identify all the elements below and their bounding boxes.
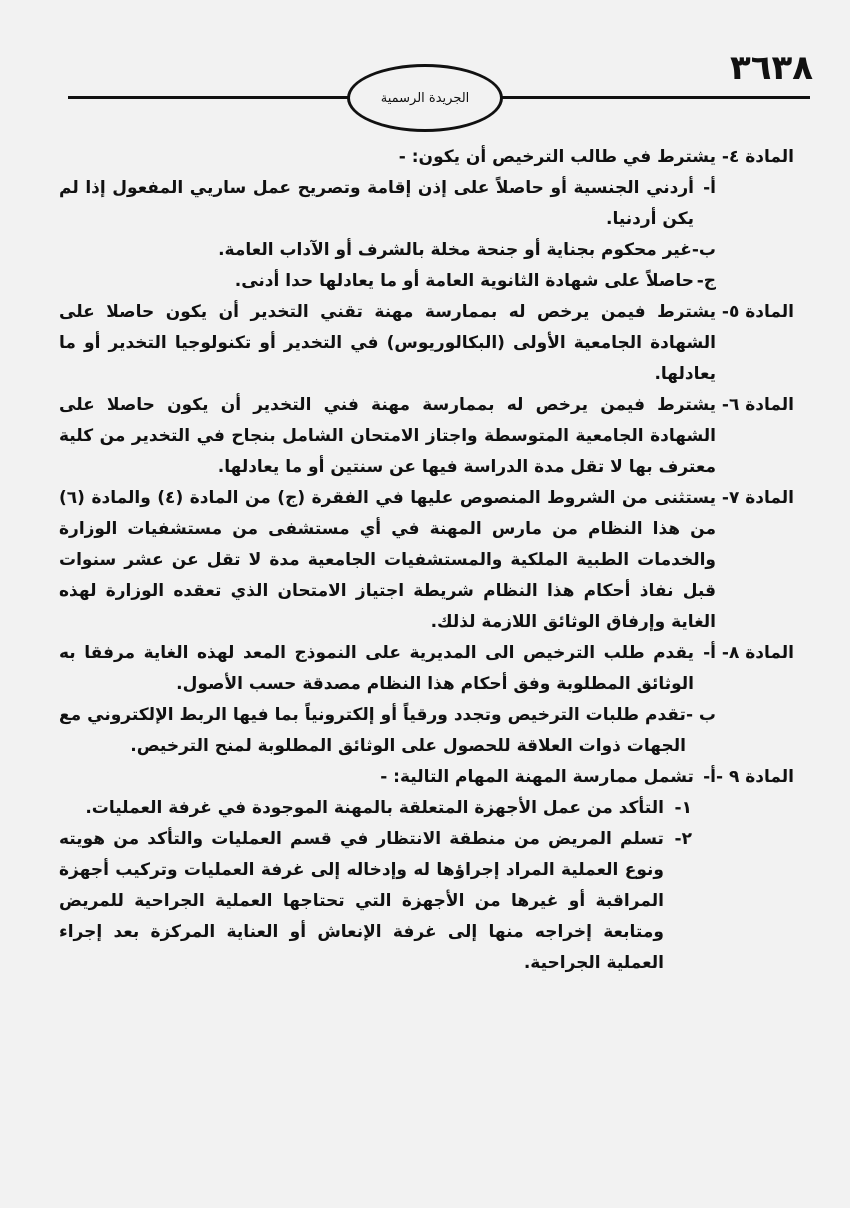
clause <box>59 266 716 297</box>
document-body <box>59 142 794 979</box>
clause-text: يقدم طلب الترخيص الى المديرية على النموذج المعد لهذه الغاية مرفقا به الوثائق المطلوبة وفق أحكام هذا النظام مصدقة حسب الأصول. <box>59 643 694 694</box>
article-6 <box>59 390 794 483</box>
subclause <box>59 824 716 979</box>
gazette-title-oval <box>347 64 503 132</box>
clause-label: ب- <box>691 240 716 260</box>
clause-label: أ- <box>703 178 716 198</box>
clause-text: أردني الجنسية أو حاصلاً على إذن إقامة وتصريح عمل ساريي المفعول إذا لم يكن أردنيا. <box>59 178 694 229</box>
article-4 <box>59 142 794 297</box>
clause-label: ج- <box>696 271 716 291</box>
clause-text: حاصلاً على شهادة الثانوية العامة أو ما يعادلها حدا أدنى. <box>234 271 694 291</box>
clause-label: أ- <box>703 643 716 663</box>
clause <box>59 762 716 793</box>
page-number: ٣٦٣٨ <box>730 48 814 88</box>
article-5 <box>59 297 794 390</box>
subclause <box>59 793 716 824</box>
clause <box>59 700 716 762</box>
article-text: يشترط في طالب الترخيص أن يكون: - <box>398 147 716 167</box>
article-number: المادة ٥- <box>721 302 794 322</box>
subclause-label: ١- <box>674 798 692 818</box>
article-number: المادة ٤- <box>721 147 794 167</box>
article-number: المادة ٦- <box>721 395 794 415</box>
clause-label: ب - <box>685 705 716 725</box>
clause-text: تشمل ممارسة المهنة المهام التالية: - <box>380 767 694 787</box>
subclause-label: ٢- <box>674 829 692 849</box>
clause <box>59 235 716 266</box>
article-7 <box>59 483 794 638</box>
article-number: المادة ٩ - <box>715 767 794 787</box>
article-8 <box>59 638 794 762</box>
clause <box>59 173 716 235</box>
clause-text: غير محكوم بجناية أو جنحة مخلة بالشرف أو الآداب العامة. <box>218 240 692 260</box>
subclause-text: التأكد من عمل الأجهزة المتعلقة بالمهنة الموجودة في غرفة العمليات. <box>85 798 664 818</box>
clause-label: أ- <box>703 767 716 787</box>
gazette-title: الجريدة الرسمية <box>380 90 470 106</box>
article-text: يشترط فيمن يرخص له بممارسة مهنة تقني التخدير أن يكون حاصلا على الشهادة الجامعية الأولى (البكالوريوس) في التخدير أو تكنولوجيا التخدير أو ما يعادلها. <box>59 302 716 384</box>
article-number: المادة ٧- <box>721 488 794 508</box>
clause <box>59 638 716 700</box>
clause-text: تقدم طلبات الترخيص وتجدد ورقياً أو إلكترونياً بما فيها الربط الإلكتروني مع الجهات ذوات العلاقة للحصول على الوثائق المطلوبة لمنح الترخيص. <box>59 705 686 756</box>
article-text: يستثنى من الشروط المنصوص عليها في الفقرة (ج) من المادة (٤) والمادة (٦) من هذا النظام من مارس المهنة في أي مستشفى من مستشفيات الوزارة والخدمات الطبية الملكية والمستشفيات الجامعية مدة لا تقل عن عشر سنوات قبل نفاذ أحكام هذا النظام شريطة اجتياز الامتحان الذي تعقده الوزارة لهذه الغاية وإرفاق الوثائق اللازمة لذلك. <box>59 488 716 632</box>
article-9 <box>59 762 794 979</box>
article-number: المادة ٨- <box>721 643 794 663</box>
subclause-text: تسلم المريض من منطقة الانتظار في قسم العمليات والتأكد من هويته ونوع العملية المراد إجراؤها له وإدخاله إلى غرفة العمليات وتركيب أجهزة المراقبة أو غيرها من الأجهزة التي تحتاجها العملية الجراحية للمريض ومتابعة إخراجه منها إلى غرفة الإنعاش أو العناية المركزة بعد إجراء العملية الجراحية. <box>59 829 664 973</box>
article-text: يشترط فيمن يرخص له بممارسة مهنة فني التخدير أن يكون حاصلا على الشهادة الجامعية المتوسطة واجتاز الامتحان الشامل بنجاح في التخدير من كلية معترف بها لا تقل مدة الدراسة فيها عن سنتين أو ما يعادلها. <box>59 395 716 477</box>
